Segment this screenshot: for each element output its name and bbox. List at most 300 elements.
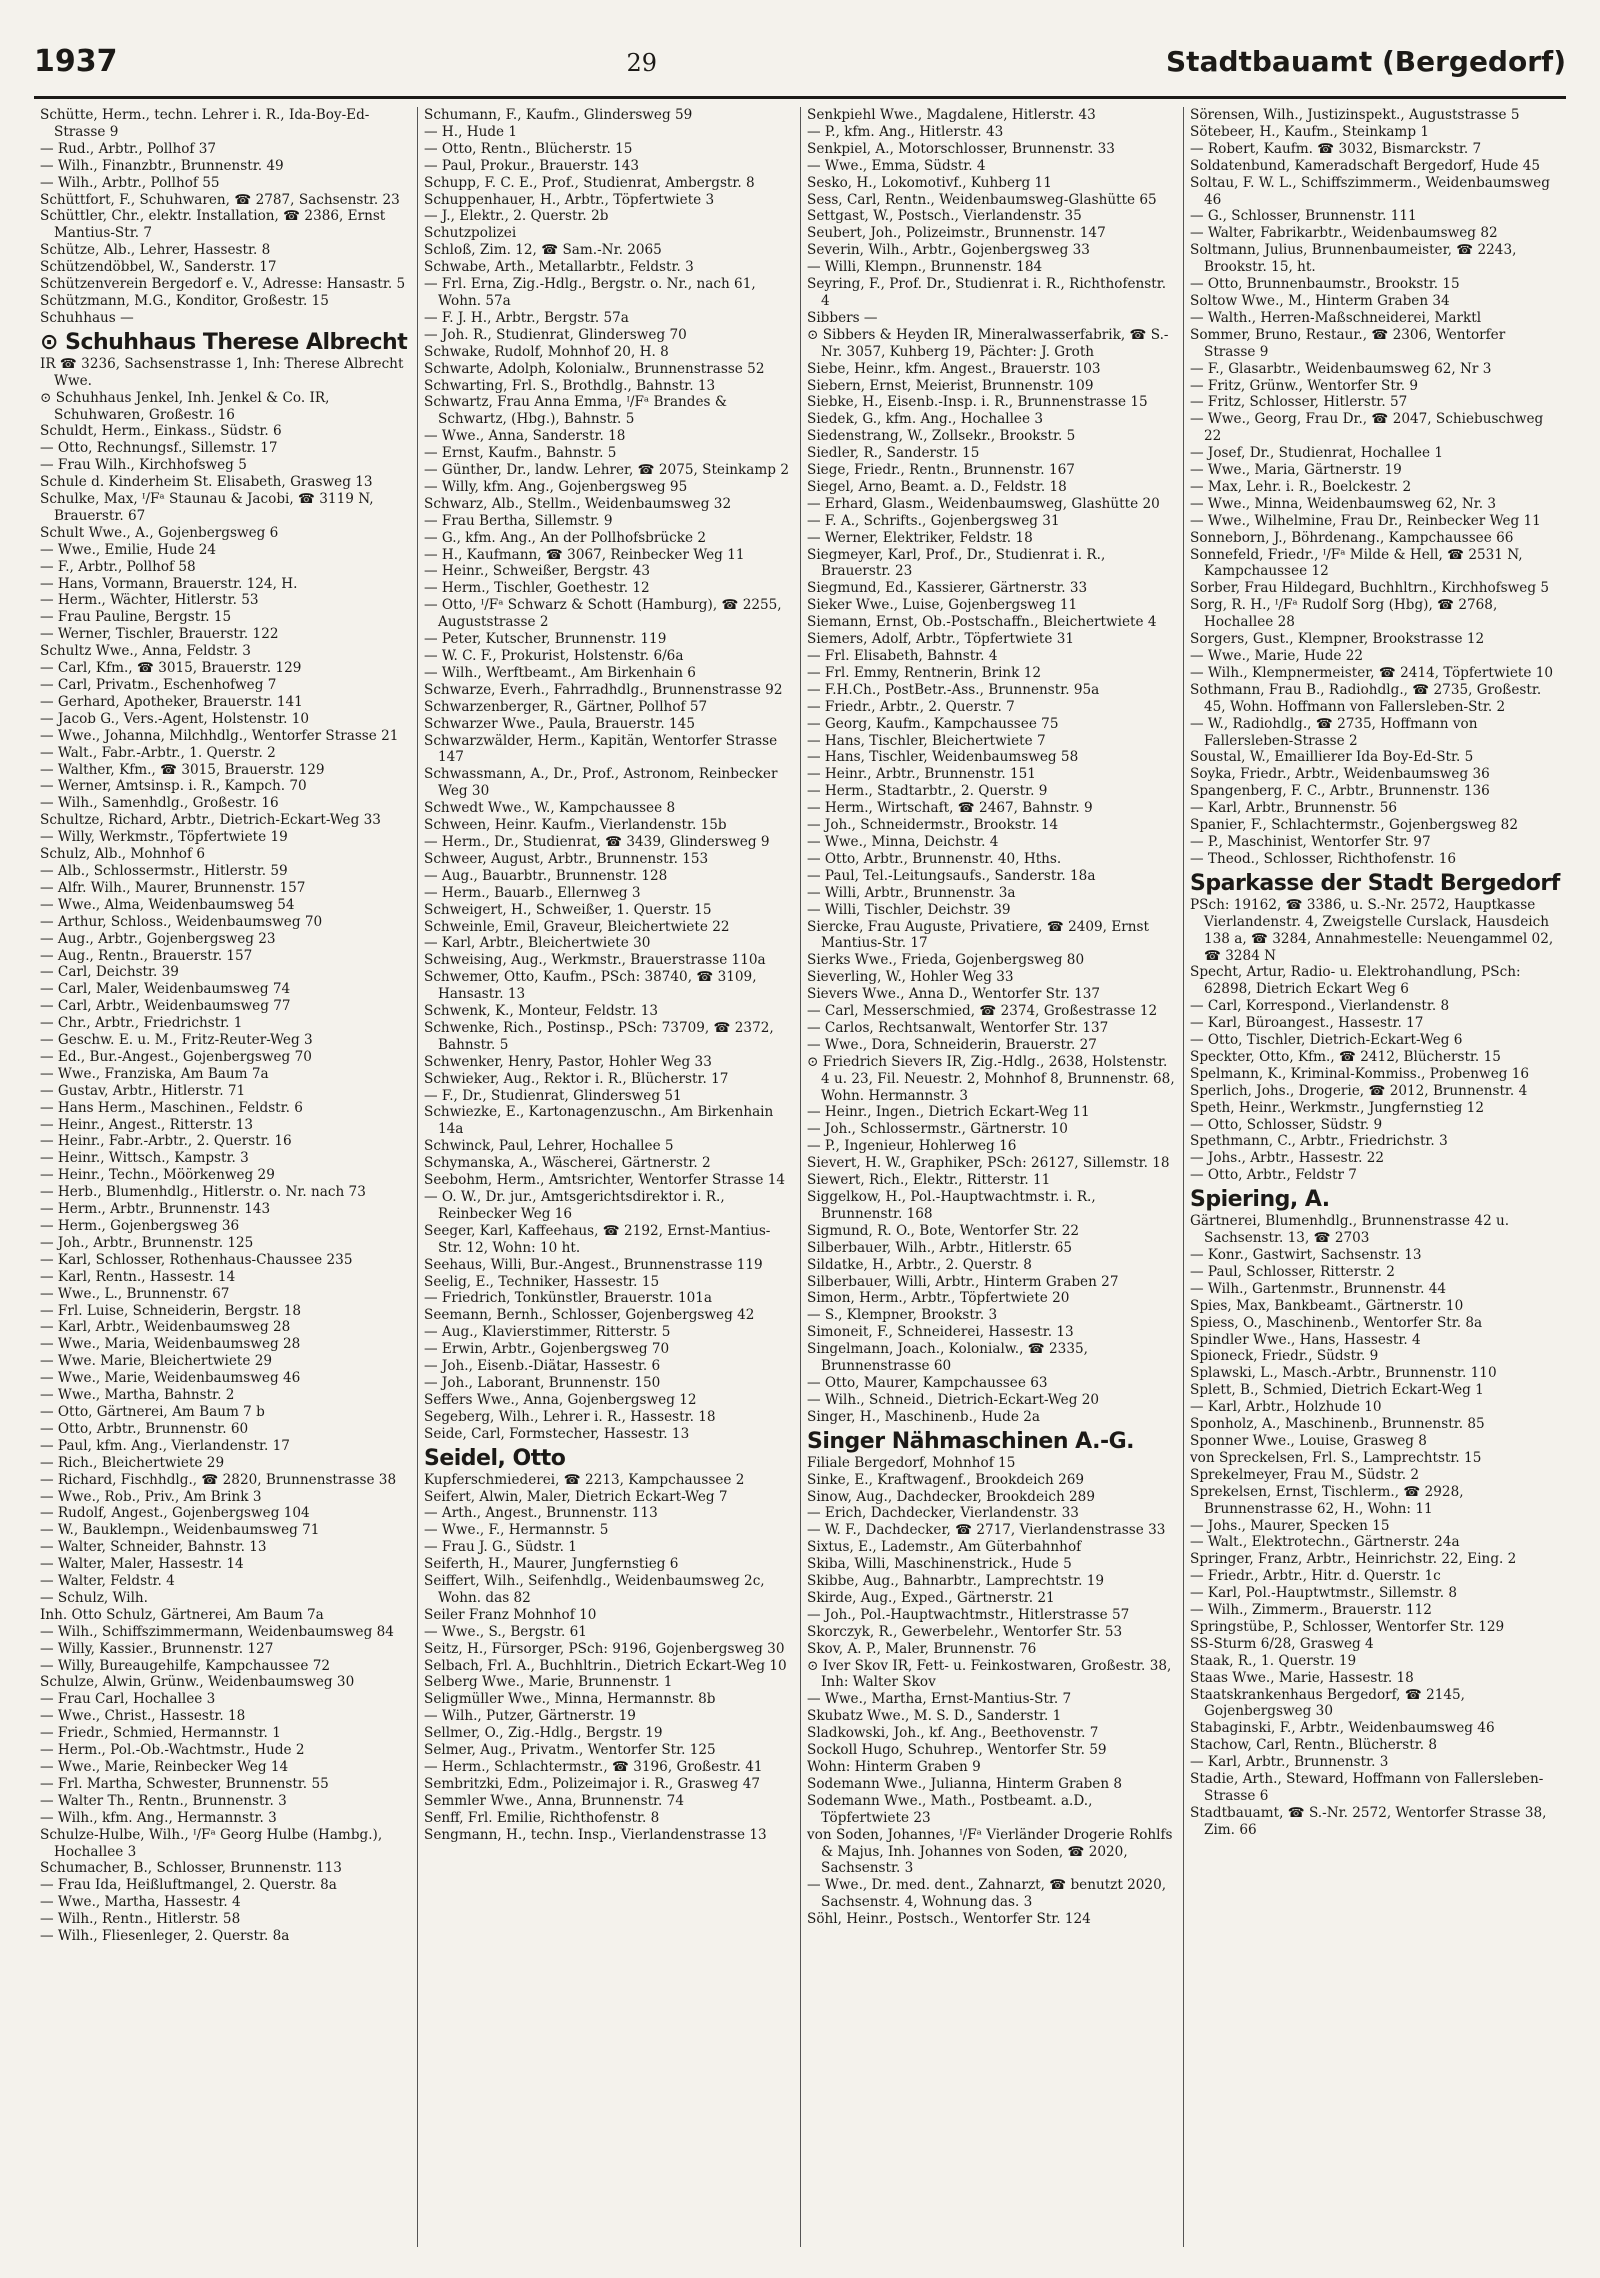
directory-entry: Sörensen, Wilh., Justizinspekt., Auguststrasse 5 <box>1190 107 1520 123</box>
directory-entry: — Walter, Maler, Hassestr. 14 <box>40 1556 244 1573</box>
directory-entry: Spanier, F., Schlachtermstr., Gojenbergsweg 82 <box>1190 817 1518 834</box>
directory-entry: Sorgers, Gust., Klempner, Brookstrasse 12 <box>1190 631 1485 648</box>
directory-entry: — Wilh., Gartenmstr., Brunnenstr. 44 <box>1190 1280 1447 1297</box>
directory-entry: Schüttler, Chr., elektr. Installation, ☎ 2386, Ernst Mantius-Str. 7 <box>40 208 386 242</box>
directory-entry: Stadie, Arth., Steward, Hoffmann von Fallersleben-Strasse 6 <box>1190 1771 1544 1804</box>
directory-entry: — Johs., Maurer, Specken 15 <box>1190 1517 1390 1534</box>
directory-entry: Spangenberg, F. C., Arbtr., Brunnenstr. 136 <box>1190 783 1490 800</box>
directory-entry: — Herm., Pol.-Ob.-Wachtmstr., Hude 2 <box>40 1742 305 1759</box>
directory-entry: Sodemann Wwe., Julianna, Hinterm Graben 8 <box>807 1775 1123 1792</box>
directory-entry: Schloß, Zim. 12, ☎ Sam.-Nr. 2065 <box>424 242 662 259</box>
directory-entry: Splawski, L., Masch.-Arbtr., Brunnenstr. 110 <box>1190 1365 1497 1382</box>
directory-entry: — Herm., Wächter, Hitlerstr. 53 <box>40 592 259 609</box>
directory-entry: — Willi, Arbtr., Brunnenstr. 3a <box>807 884 1016 901</box>
directory-entry: — Joh., Schlossermstr., Gärtnerstr. 10 <box>807 1121 1068 1138</box>
directory-entry: — Willi, Klempn., Brunnenstr. 184 <box>807 259 1043 276</box>
directory-entry: — Wilh., Finanzbtr., Brunnenstr. 49 <box>40 157 284 174</box>
directory-entry: Simoneit, F., Schneiderei, Hassestr. 13 <box>807 1324 1074 1341</box>
directory-entry: — Frau J. G., Südstr. 1 <box>424 1539 577 1556</box>
directory-entry: Sinke, E., Kraftwagenf., Brookdeich 269 <box>807 1471 1085 1488</box>
directory-entry: — Heinr., Schweißer, Bergstr. 43 <box>424 563 650 580</box>
directory-entry: — Frau Wilh., Kirchhofsweg 5 <box>40 457 247 474</box>
directory-entry: — Heinr., Wittsch., Kampstr. 3 <box>40 1150 249 1167</box>
directory-entry: Semmler Wwe., Anna, Brunnenstr. 74 <box>424 1792 684 1809</box>
directory-entry: Sieker Wwe., Luise, Gojenbergsweg 11 <box>807 597 1078 614</box>
directory-entry: — F., Arbtr., Pollhof 58 <box>40 558 196 575</box>
directory-entry: — Wwe., Alma, Weidenbaumsweg 54 <box>40 896 295 913</box>
directory-entry: — Walter Th., Rentn., Brunnenstr. 3 <box>40 1792 287 1809</box>
directory-entry: — Paul, kfm. Ang., Vierlandenstr. 17 <box>40 1437 290 1454</box>
directory-entry: — Otto, Arbtr., Brunnenstr. 60 <box>40 1420 249 1437</box>
directory-entry: Siebern, Ernst, Meierist, Brunnenstr. 109 <box>807 377 1094 394</box>
directory-entry: — Wwe., F., Hermannstr. 5 <box>424 1522 609 1539</box>
directory-entry: Silberbauer, Willi, Arbtr., Hinterm Graben 27 <box>807 1273 1119 1290</box>
directory-entry: — Heinr., Arbtr., Brunnenstr. 151 <box>807 766 1036 783</box>
directory-entry: — Carl, Privatm., Eschenhofweg 7 <box>40 677 277 693</box>
directory-entry: Skubatz Wwe., M. S. D., Sanderstr. 1 <box>807 1708 1062 1725</box>
directory-entry: Siercke, Frau Auguste, Privatiere, ☎ 2409, Ernst Mantius-Str. 17 <box>807 918 1149 952</box>
directory-entry: Severin, Wilh., Arbtr., Gojenbergsweg 33 <box>807 242 1090 259</box>
directory-entry: Schuhhaus — <box>40 309 134 326</box>
directory-entry: — Carlos, Rechtsanwalt, Wentorfer Str. 137 <box>807 1019 1109 1036</box>
directory-entry: — Theod., Schlosser, Richthofenstr. 16 <box>1190 850 1457 867</box>
directory-entry: Schwarzer Wwe., Paula, Brauerstr. 145 <box>424 715 695 732</box>
directory-entry: Speth, Heinr., Werkmstr., Jungfernstieg 12 <box>1190 1099 1484 1116</box>
directory-entry: Sonneborn, J., Böhrdenang., Kampchaussee 66 <box>1190 529 1514 546</box>
directory-entry: — Rud., Arbtr., Pollhof 37 <box>40 140 217 157</box>
directory-entry: — Wwe., Martha, Bahnstr. 2 <box>40 1387 235 1404</box>
directory-entry: Schwarting, Frl. S., Brothdlg., Bahnstr. 13 <box>424 377 716 394</box>
directory-entry: Schweinle, Emil, Graveur, Bleichertwiete 22 <box>424 918 730 935</box>
directory-entry: Sommer, Bruno, Restaur., ☎ 2306, Wentorfer Strasse 9 <box>1190 326 1506 360</box>
directory-entry: Schulze-Hulbe, Wilh., ᴵ/Fᵃ Georg Hulbe (Hambg.), Hochallee 3 <box>40 1826 383 1860</box>
directory-entry: — Willy, kfm. Ang., Gojenbergsweg 95 <box>424 478 688 495</box>
directory-entry: — Hans, Tischler, Weidenbaumsweg 58 <box>807 749 1079 766</box>
directory-entry: — Aug., Arbtr., Gojenbergsweg 23 <box>40 930 276 947</box>
directory-entry: von Soden, Johannes, ᴵ/Fᵃ Vierländer Drogerie Rohlfs & Majus, Inh. Johannes von Soden, ☎ 2020, Sachsenstr. 3 <box>807 1826 1173 1877</box>
directory-entry: — Wwe., Martha, Ernst-Mantius-Str. 7 <box>807 1691 1072 1708</box>
directory-entry: Siggelkow, H., Pol.-Hauptwachtmstr. i. R., Brunnenstr. 168 <box>807 1189 1096 1222</box>
directory-entry: Singelmann, Joach., Kolonialw., ☎ 2335, Brunnenstrasse 60 <box>807 1341 1088 1375</box>
directory-entry: — Robert, Kaufm. ☎ 3032, Bismarckstr. 7 <box>1190 140 1482 157</box>
directory-entry: — Wwe., Georg, Frau Dr., ☎ 2047, Schiebuschweg 22 <box>1190 411 1544 445</box>
directory-entry: — F., Dr., Studienrat, Glindersweg 51 <box>424 1087 682 1104</box>
directory-entry: — Friedr., Schmied, Hermannstr. 1 <box>40 1725 281 1742</box>
directory-entry: Seebohm, Herm., Amtsrichter, Wentorfer Strasse 14 <box>424 1172 786 1189</box>
directory-entry: IR ☎ 3236, Sachsenstrasse 1, Inh: Therese Albrecht Wwe. <box>40 355 404 389</box>
directory-entry: — W., Radiohdlg., ☎ 2735, Hoffmann von Fallersleben-Strasse 2 <box>1190 715 1478 749</box>
directory-entry: — Alfr. Wilh., Maurer, Brunnenstr. 157 <box>40 879 306 896</box>
directory-entry: Springer, Franz, Arbtr., Heinrichstr. 22, Eing. 2 <box>1190 1551 1517 1568</box>
directory-entry: — Otto, Rentn., Blücherstr. 15 <box>424 140 633 157</box>
directory-entry: Spiess, O., Maschinenb., Wentorfer Str. 8a <box>1190 1314 1483 1331</box>
directory-entry: — Willy, Bureaugehilfe, Kampchaussee 72 <box>40 1657 331 1674</box>
directory-entry: — Frau Pauline, Bergstr. 15 <box>40 609 232 626</box>
directory-entry: Sothmann, Frau B., Radiohdlg., ☎ 2735, Großestr. 45, Wohn. Hoffmann von Fallersleben-Str. 2 <box>1190 681 1542 715</box>
directory-entry: — Karl, Schlosser, Rothenhaus-Chaussee 235 <box>40 1251 353 1268</box>
directory-entry: Skov, A. P., Maler, Brunnenstr. 76 <box>807 1640 1037 1657</box>
directory-entry: — Herm., Tischler, Goethestr. 12 <box>424 580 650 597</box>
directory-entry: Splett, B., Schmied, Dietrich Eckart-Weg 1 <box>1190 1382 1484 1399</box>
directory-entry: — Peter, Kutscher, Brunnenstr. 119 <box>424 631 667 648</box>
directory-entry: Speckter, Otto, Kfm., ☎ 2412, Blücherstr. 15 <box>1190 1048 1501 1065</box>
directory-entry: — Joh., Eisenb.-Diätar, Hassestr. 6 <box>424 1358 661 1375</box>
column-2 <box>417 107 800 2247</box>
directory-entry: — G., Schlosser, Brunnenstr. 111 <box>1190 208 1417 225</box>
directory-entry: Sievert, H. W., Graphiker, PSch: 26127, Sillemstr. 18 <box>807 1155 1170 1172</box>
directory-entry: — Willy, Werkmstr., Töpfertwiete 19 <box>40 829 288 846</box>
directory-entry: — Otto, ᴵ/Fᵃ Schwarz & Schott (Hamburg), ☎ 2255, Auguststrasse 2 <box>424 597 782 631</box>
directory-entry: Skibbe, Aug., Bahnarbtr., Lamprechtstr. 19 <box>807 1573 1105 1590</box>
directory-entry: — Carl, Maler, Weidenbaumsweg 74 <box>40 981 291 998</box>
directory-entry: — Wilh., Klempnermeister, ☎ 2414, Töpfertwiete 10 <box>1190 664 1554 681</box>
directory-entry: — Hans, Vormann, Brauerstr. 124, H. <box>40 575 298 592</box>
directory-entry: Schwinck, Paul, Lehrer, Hochallee 5 <box>424 1138 674 1155</box>
directory-entry: — Wwe. Marie, Bleichertwiete 29 <box>40 1353 273 1370</box>
directory-entry: Siedek, G., kfm. Ang., Hochallee 3 <box>807 411 1043 428</box>
directory-entry: — Konr., Gastwirt, Sachsenstr. 13 <box>1190 1247 1422 1263</box>
directory-entry: — Frl. Emmy, Rentnerin, Brink 12 <box>807 664 1042 681</box>
directory-entry: ⊙ Schuhhaus Therese Albrecht <box>40 329 408 355</box>
directory-entry: — W. C. F., Prokurist, Holstenstr. 6/6a <box>424 648 684 664</box>
directory-entry: — J., Elektr., 2. Querstr. 2b <box>424 208 609 225</box>
directory-entry: Soltow Wwe., M., Hinterm Graben 34 <box>1190 292 1450 309</box>
directory-entry: — Jacob G., Vers.-Agent, Holstenstr. 10 <box>40 710 310 727</box>
directory-entry: Siedler, R., Sanderstr. 15 <box>807 445 980 462</box>
directory-entry: — Wwe., Anna, Sanderstr. 18 <box>424 428 626 445</box>
directory-entry: Schwieker, Aug., Rektor i. R., Blücherstr. 17 <box>424 1070 729 1087</box>
directory-entry: — Otto, Tischler, Dietrich-Eckart-Weg 6 <box>1190 1032 1463 1049</box>
directory-entry: Seidel, Otto <box>424 1445 566 1471</box>
directory-entry: — Herm., Arbtr., Brunnenstr. 143 <box>40 1201 271 1218</box>
directory-entry: Soltmann, Julius, Brunnenbaumeister, ☎ 2243, Brookstr. 15, ht. <box>1190 242 1517 276</box>
directory-entry: Sixtus, E., Lademstr., Am Güterbahnhof <box>807 1539 1082 1556</box>
directory-entry: Sesko, H., Lokomotivf., Kuhberg 11 <box>807 174 1052 191</box>
directory-entry: — P., kfm. Ang., Hitlerstr. 43 <box>807 123 1004 140</box>
directory-entry: Schween, Heinr. Kaufm., Vierlandenstr. 15b <box>424 817 727 834</box>
directory-entry: — Joh., Laborant, Brunnenstr. 150 <box>424 1374 661 1391</box>
column-3 <box>800 107 1183 2247</box>
directory-entry: — Wilh., Fliesenleger, 2. Querstr. 8a <box>40 1928 290 1945</box>
directory-entry: — Erhard, Glasm., Weidenbaumsweg, Glashütte 20 <box>807 495 1160 512</box>
directory-entry: Seemann, Bernh., Schlosser, Gojenbergsweg 42 <box>424 1307 755 1324</box>
directory-entry: — Karl, Büroangest., Hassestr. 17 <box>1190 1015 1424 1032</box>
directory-entry: — Herm., Stadtarbtr., 2. Querstr. 9 <box>807 783 1048 800</box>
directory-entry: Schwiezke, E., Kartonagenzuschn., Am Birkenhain 14a <box>424 1104 774 1138</box>
directory-entry: Sponner Wwe., Louise, Grasweg 8 <box>1190 1432 1427 1449</box>
directory-entry: — Wilh., Schneid., Dietrich-Eckart-Weg 20 <box>807 1391 1100 1408</box>
directory-entry: Schweer, August, Arbtr., Brunnenstr. 153 <box>424 850 709 867</box>
directory-entry: — Arthur, Schloss., Weidenbaumsweg 70 <box>40 913 323 930</box>
directory-entry: Schwarzwälder, Herm., Kapitän, Wentorfer Strasse 147 <box>424 732 778 766</box>
directory-entry: — Otto, Arbtr., Feldstr 7 <box>1190 1167 1357 1184</box>
directory-entry: Schule d. Kinderheim St. Elisabeth, Grasweg 13 <box>40 474 373 491</box>
directory-entry: Singer, H., Maschinenb., Hude 2a <box>807 1408 1040 1425</box>
directory-entry: — Wwe., L., Brunnenstr. 67 <box>40 1285 230 1302</box>
directory-entry: — F., Glasarbtr., Weidenbaumsweg 62, Nr 3 <box>1190 360 1492 377</box>
directory-entry: — G., kfm. Ang., An der Pollhofsbrücke 2 <box>424 529 706 546</box>
directory-columns <box>34 107 1566 2247</box>
directory-entry: Kupferschmiederei, ☎ 2213, Kampchaussee 2 <box>424 1471 745 1488</box>
directory-entry: Seide, Carl, Formstecher, Hassestr. 13 <box>424 1425 690 1442</box>
directory-entry: — Werner, Amtsinsp. i. R., Kampch. 70 <box>40 778 307 795</box>
directory-entry: — Joh., Arbtr., Brunnenstr. 125 <box>40 1234 254 1251</box>
directory-entry: — Wilh., Arbtr., Pollhof 55 <box>40 174 220 191</box>
directory-entry: Inh. Otto Schulz, Gärtnerei, Am Baum 7a <box>40 1606 324 1623</box>
directory-entry: Sötebeer, H., Kaufm., Steinkamp 1 <box>1190 123 1429 140</box>
directory-entry: Seelig, E., Techniker, Hassestr. 15 <box>424 1273 660 1290</box>
directory-entry: — Carl, Korrespond., Vierlandenstr. 8 <box>1190 998 1450 1015</box>
directory-entry: — S., Klempner, Brookstr. 3 <box>807 1307 998 1324</box>
directory-entry: — Walth., Herren-Maßschneiderei, Marktl <box>1190 309 1482 326</box>
directory-entry: Schwarze, Everh., Fahrradhdlg., Brunnenstrasse 92 <box>424 681 783 698</box>
directory-entry: Soyka, Friedr., Arbtr., Weidenbaumsweg 36 <box>1190 766 1490 783</box>
directory-entry: — Max, Lehr. i. R., Boelckestr. 2 <box>1190 478 1412 495</box>
directory-entry: — Karl, Pol.-Hauptwtmstr., Sillemstr. 8 <box>1190 1585 1458 1602</box>
directory-entry: Schupp, F. C. E., Prof., Studienrat, Ambergstr. 8 <box>424 174 755 191</box>
directory-entry: Seiler Franz Mohnhof 10 <box>424 1606 597 1623</box>
directory-entry: Seyring, F., Prof. Dr., Studienrat i. R., Richthofenstr. 4 <box>807 276 1167 309</box>
directory-entry: ⊙ Schuhhaus Jenkel, Inh. Jenkel & Co. IR, Schuhwaren, Großestr. 16 <box>40 389 330 423</box>
directory-entry: — Wilh., Zimmerm., Brauerstr. 112 <box>1190 1602 1432 1619</box>
directory-entry: — Walt., Elektrotechn., Gärtnerstr. 24a <box>1190 1534 1460 1551</box>
directory-entry: Sonnefeld, Friedr., ᴵ/Fᵃ Milde & Hell, ☎ 2531 N, Kampchaussee 12 <box>1190 546 1523 580</box>
directory-entry: Spethmann, C., Arbtr., Friedrichstr. 3 <box>1190 1133 1448 1150</box>
directory-entry: Sievers Wwe., Anna D., Wentorfer Str. 137 <box>807 986 1101 1003</box>
directory-entry: — Werner, Tischler, Brauerstr. 122 <box>40 626 279 643</box>
directory-entry: — Wilh., Schiffszimmermann, Weidenbaumsweg 84 <box>40 1623 394 1640</box>
directory-entry: Siegmeyer, Karl, Prof., Dr., Studienrat i. R., Brauerstr. 23 <box>807 546 1106 580</box>
directory-entry: — Hans Herm., Maschinen., Feldstr. 6 <box>40 1099 303 1116</box>
directory-entry: — Herm., Bauarb., Ellernweg 3 <box>424 884 641 901</box>
directory-entry: Filiale Bergedorf, Mohnhof 15 <box>807 1454 1016 1471</box>
directory-entry: — Aug., Rentn., Brauerstr. 157 <box>40 947 253 964</box>
directory-entry: — Wwe., Emilie, Hude 24 <box>40 541 217 558</box>
directory-entry: — Walt., Fabr.-Arbtr., 1. Querstr. 2 <box>40 744 276 761</box>
directory-entry: Schult Wwe., A., Gojenbergsweg 6 <box>40 524 279 541</box>
directory-entry: Schwenke, Rich., Postinsp., PSch: 73709, ☎ 2372, Bahnstr. 5 <box>424 1019 774 1053</box>
directory-entry: Sparkasse der Stadt Bergedorf <box>1190 870 1560 896</box>
directory-entry: Stadtbauamt, ☎ S.-Nr. 2572, Wentorfer Strasse 38, Zim. 66 <box>1190 1804 1547 1838</box>
directory-entry: Schulke, Max, ᴵ/Fᵃ Staunau & Jacobi, ☎ 3119 N, Brauerstr. 67 <box>40 491 374 524</box>
directory-entry: — Otto, Arbtr., Brunnenstr. 40, Hths. <box>807 850 1062 867</box>
directory-entry: — Frl. Martha, Schwester, Brunnenstr. 55 <box>40 1775 329 1792</box>
directory-entry: — Joh., Pol.-Hauptwachtmstr., Hitlerstrasse 57 <box>807 1606 1130 1623</box>
directory-entry: Sorg, R. H., ᴵ/Fᵃ Rudolf Sorg (Hbg), ☎ 2768, Hochallee 28 <box>1190 597 1498 631</box>
directory-entry: Spiering, A. <box>1190 1187 1330 1213</box>
directory-entry: — Wilh., Samenhdlg., Großestr. 16 <box>40 795 279 812</box>
directory-entry: — Herm., Dr., Studienrat, ☎ 3439, Glindersweg 9 <box>424 833 770 850</box>
directory-entry: — Richard, Fischhdlg., ☎ 2820, Brunnenstrasse 38 <box>40 1471 397 1488</box>
directory-entry: Schütte, Herm., techn. Lehrer i. R., Ida-Boy-Ed-Strasse 9 <box>40 107 370 140</box>
directory-entry: Staak, R., 1. Querstr. 19 <box>1190 1652 1357 1669</box>
directory-entry: — Aug., Klavierstimmer, Ritterstr. 5 <box>424 1324 671 1341</box>
directory-entry: Specht, Artur, Radio- u. Elektrohandlung, PSch: 62898, Dietrich Eckart Weg 6 <box>1190 964 1521 998</box>
directory-entry: Seligmüller Wwe., Minna, Hermannstr. 8b <box>424 1691 716 1708</box>
directory-entry: — Walter, Feldstr. 4 <box>40 1573 175 1590</box>
directory-entry: Stachow, Carl, Rentn., Blücherstr. 8 <box>1190 1737 1438 1754</box>
directory-entry: — Wwe., Marie, Hude 22 <box>1190 648 1364 664</box>
directory-entry: Siemers, Adolf, Arbtr., Töpfertwiete 31 <box>807 631 1075 648</box>
directory-entry: — Wwe., Johanna, Milchhdlg., Wentorfer Strasse 21 <box>40 727 399 744</box>
directory-entry: — Ed., Bur.-Angest., Gojenbergsweg 70 <box>40 1048 312 1065</box>
directory-entry: — Johs., Arbtr., Hassestr. 22 <box>1190 1150 1385 1167</box>
directory-entry: Selbach, Frl. A., Buchhltrin., Dietrich Eckart-Weg 10 <box>424 1657 787 1674</box>
directory-entry: Sellmer, O., Zig.-Hdlg., Bergstr. 19 <box>424 1725 663 1742</box>
page-number: 29 <box>626 49 658 77</box>
directory-entry: Siebe, Heinr., kfm. Angest., Brauerstr. 103 <box>807 360 1101 377</box>
directory-entry: — Wwe., Martha, Hassestr. 4 <box>40 1894 241 1911</box>
directory-entry: — Carl, Kfm., ☎ 3015, Brauerstr. 129 <box>40 660 302 677</box>
directory-entry: — Chr., Arbtr., Friedrichstr. 1 <box>40 1015 243 1032</box>
directory-entry: — Wwe., Marie, Weidenbaumsweg 46 <box>40 1370 301 1387</box>
directory-entry: Schuldt, Herm., Einkass., Südstr. 6 <box>40 423 282 440</box>
directory-entry: — F. A., Schrifts., Gojenbergsweg 31 <box>807 512 1060 529</box>
directory-entry: Siebke, H., Eisenb.-Insp. i. R., Brunnenstrasse 15 <box>807 394 1148 411</box>
directory-entry: — Werner, Elektriker, Feldstr. 18 <box>807 529 1033 546</box>
directory-entry: — Frau Bertha, Sillemstr. 9 <box>424 512 613 529</box>
directory-entry: Seiffert, Wilh., Seifenhdlg., Weidenbaumsweg 2c, Wohn. das 82 <box>424 1573 765 1606</box>
directory-entry: Schweising, Aug., Werkmstr., Brauerstrasse 110a <box>424 952 766 969</box>
directory-entry: — Arth., Angest., Brunnenstr. 113 <box>424 1505 658 1522</box>
directory-entry: — Wwe., S., Bergstr. 61 <box>424 1623 587 1640</box>
directory-entry: — Wwe., Marie, Reinbecker Weg 14 <box>40 1759 289 1775</box>
directory-entry: — Carl, Arbtr., Weidenbaumsweg 77 <box>40 998 291 1015</box>
directory-entry: — Karl, Rentn., Hassestr. 14 <box>40 1268 236 1285</box>
directory-entry: Singer Nähmaschinen A.-G. <box>807 1428 1134 1454</box>
directory-entry: Silberbauer, Wilh., Arbtr., Hitlerstr. 65 <box>807 1239 1073 1256</box>
directory-entry: Schützmann, M.G., Konditor, Großestr. 15 <box>40 292 329 309</box>
directory-entry: Spioneck, Friedr., Südstr. 9 <box>1190 1348 1379 1365</box>
directory-entry: Siege, Friedr., Rentn., Brunnenstr. 167 <box>807 462 1075 479</box>
directory-entry: Siegmund, Ed., Kassierer, Gärtnerstr. 33 <box>807 580 1088 597</box>
directory-entry: — Aug., Bauarbtr., Brunnenstr. 128 <box>424 867 668 884</box>
directory-entry: Sorber, Frau Hildegard, Buchhltrn., Kirchhofsweg 5 <box>1190 580 1550 597</box>
directory-entry: — Otto, Schlosser, Südstr. 9 <box>1190 1116 1383 1133</box>
directory-entry: Schweigert, H., Schweißer, 1. Querstr. 15 <box>424 901 712 918</box>
directory-entry: — P., Maschinist, Wentorfer Str. 97 <box>1190 833 1431 850</box>
directory-entry: Sodemann Wwe., Math., Postbeamt. a.D., Töpfertwiete 23 <box>807 1792 1093 1826</box>
directory-entry: — Wwe., Franziska, Am Baum 7a <box>40 1065 269 1082</box>
directory-entry: — Otto, Brunnenbaumstr., Brookstr. 15 <box>1190 276 1460 293</box>
directory-entry: Schuppenhauer, H., Arbtr., Töpfertwiete 3 <box>424 191 715 208</box>
directory-entry: — H., Hude 1 <box>424 123 518 140</box>
directory-entry: — F.H.Ch., PostBetr.-Ass., Brunnenstr. 95a <box>807 681 1100 698</box>
directory-entry: — H., Kaufmann, ☎ 3067, Reinbecker Weg 11 <box>424 546 745 563</box>
directory-entry: Soustal, W., Emaillierer Ida Boy-Ed-Str. 5 <box>1190 749 1474 766</box>
directory-entry: Spindler Wwe., Hans, Hassestr. 4 <box>1190 1331 1421 1348</box>
directory-entry: Schumann, F., Kaufm., Glindersweg 59 <box>424 107 693 123</box>
directory-entry: Schutzpolizei <box>424 225 517 242</box>
directory-entry: — Wwe., Dr. med. dent., Zahnarzt, ☎ benutzt 2020, Sachsenstr. 4, Wohnung das. 3 <box>807 1877 1167 1911</box>
directory-entry: — Erwin, Arbtr., Gojenbergsweg 70 <box>424 1341 670 1358</box>
directory-entry: Schütze, Alb., Lehrer, Hassestr. 8 <box>40 242 271 259</box>
directory-entry: Staatskrankenhaus Bergedorf, ☎ 2145, Gojenbergsweg 30 <box>1190 1686 1465 1720</box>
directory-entry: Schulz, Alb., Mohnhof 6 <box>40 846 205 863</box>
directory-entry: — Karl, Arbtr., Brunnenstr. 56 <box>1190 800 1398 817</box>
directory-entry: — F. J. H., Arbtr., Bergstr. 57a <box>424 309 629 326</box>
directory-entry: — Wwe., Maria, Gärtnerstr. 19 <box>1190 462 1402 479</box>
directory-entry: — Karl, Arbtr., Holzhude 10 <box>1190 1399 1382 1416</box>
column-4 <box>1183 107 1566 2247</box>
directory-entry: SS-Sturm 6/28, Grasweg 4 <box>1190 1635 1374 1652</box>
directory-entry: Siedenstrang, W., Zollsekr., Brookstr. 5 <box>807 428 1076 445</box>
column-1 <box>34 107 417 2247</box>
directory-entry: Sprekelsen, Ernst, Tischlerm., ☎ 2928, Brunnenstrasse 62, H., Wohn: 11 <box>1190 1483 1464 1517</box>
directory-entry: Seeger, Karl, Kaffeehaus, ☎ 2192, Ernst-Mantius-Str. 12, Wohn: 10 ht. <box>424 1222 771 1256</box>
directory-entry: Sladkowski, Joh., kf. Ang., Beethovenstr. 7 <box>807 1725 1099 1742</box>
directory-entry: — Otto, Rechnungsf., Sillemstr. 17 <box>40 440 278 457</box>
directory-entry: Schymanska, A., Wäscherei, Gärtnerstr. 2 <box>424 1155 711 1172</box>
directory-entry: Schwemer, Otto, Kaufm., PSch: 38740, ☎ 3109, Hansastr. 13 <box>424 969 757 1003</box>
directory-entry: Seehaus, Willi, Bur.-Angest., Brunnenstrasse 119 <box>424 1256 763 1273</box>
directory-entry: — Gustav, Arbtr., Hitlerstr. 71 <box>40 1082 246 1099</box>
directory-entry: — Herm., Schlachtermstr., ☎ 3196, Großestr. 41 <box>424 1759 763 1775</box>
directory-entry: Siemann, Ernst, Ob.-Postschaffn., Bleichertwiete 4 <box>807 614 1157 631</box>
directory-entry: — Josef, Dr., Studienrat, Hochallee 1 <box>1190 445 1443 462</box>
directory-entry: Sierks Wwe., Frieda, Gojenbergsweg 80 <box>807 952 1085 969</box>
directory-entry: — W. F., Dachdecker, ☎ 2717, Vierlandenstrasse 33 <box>807 1522 1166 1539</box>
directory-entry: Sibbers — <box>807 309 878 326</box>
directory-entry: — Carl, Deichstr. 39 <box>40 964 179 981</box>
directory-entry: Segeberg, Wilh., Lehrer i. R., Hassestr. 18 <box>424 1408 716 1425</box>
directory-entry: Schwake, Rudolf, Mohnhof 20, H. 8 <box>424 343 669 360</box>
directory-entry: Sperlich, Johs., Drogerie, ☎ 2012, Brunnenstr. 4 <box>1190 1082 1528 1099</box>
directory-entry: — Wilh., Putzer, Gärtnerstr. 19 <box>424 1708 636 1725</box>
directory-entry: Schultze, Richard, Arbtr., Dietrich-Eckart-Weg 33 <box>40 812 381 829</box>
directory-entry: — Wilh., kfm. Ang., Hermannstr. 3 <box>40 1809 277 1826</box>
directory-entry: Sponholz, A., Maschinenb., Brunnenstr. 85 <box>1190 1416 1485 1433</box>
directory-entry: — Willy, Kassier., Brunnenstr. 127 <box>40 1640 274 1657</box>
directory-entry: — Wwe., Maria, Weidenbaumsweg 28 <box>40 1336 301 1353</box>
directory-entry: Senkpiel, A., Motorschlosser, Brunnenstr. 33 <box>807 140 1115 157</box>
directory-entry: Seffers Wwe., Anna, Gojenbergsweg 12 <box>424 1391 697 1408</box>
directory-entry: Senkpiehl Wwe., Magdalene, Hitlerstr. 43 <box>807 107 1096 123</box>
directory-entry: ⊙ Iver Skov IR, Fett- u. Feinkostwaren, Großestr. 38, Inh: Walter Skov <box>807 1657 1172 1691</box>
directory-entry: Seitz, H., Fürsorger, PSch: 9196, Gojenbergsweg 30 <box>424 1640 785 1657</box>
directory-entry: — Friedrich, Tonkünstler, Brauerstr. 101a <box>424 1290 712 1307</box>
directory-entry: — Frau Ida, Heißluftmangel, 2. Querstr. 8a <box>40 1877 337 1894</box>
directory-entry: — Wwe., Minna, Weidenbaumsweg 62, Nr. 3 <box>1190 495 1497 512</box>
directory-entry: — Frl. Elisabeth, Bahnstr. 4 <box>807 648 998 664</box>
directory-entry: Sprekelmeyer, Frau M., Südstr. 2 <box>1190 1466 1419 1483</box>
directory-entry: Skirde, Aug., Exped., Gärtnerstr. 21 <box>807 1589 1055 1606</box>
directory-entry: Staas Wwe., Marie, Hassestr. 18 <box>1190 1669 1414 1686</box>
directory-entry: Springstübe, P., Schlosser, Wentorfer Str. 129 <box>1190 1618 1505 1635</box>
directory-entry: — Heinr., Fabr.-Arbtr., 2. Querstr. 16 <box>40 1133 292 1150</box>
running-title: Stadtbauamt (Bergedorf) <box>1166 45 1566 78</box>
directory-entry: — Herm., Wirtschaft, ☎ 2467, Bahnstr. 9 <box>807 800 1093 817</box>
directory-entry: — Hans, Tischler, Bleichertwiete 7 <box>807 732 1046 749</box>
directory-entry: — Joh. R., Studienrat, Glindersweg 70 <box>424 326 687 343</box>
directory-entry: Seiferth, H., Maurer, Jungfernstieg 6 <box>424 1556 679 1573</box>
directory-entry: ⊙ Sibbers & Heyden IR, Mineralwasserfabrik, ☎ S.-Nr. 3057, Kuhberg 19, Pächter: J. Groth <box>807 326 1169 360</box>
directory-entry: — Wilh., Werftbeamt., Am Birkenhain 6 <box>424 664 696 681</box>
directory-entry: — Wwe., Rob., Priv., Am Brink 3 <box>40 1488 262 1505</box>
directory-entry: Schwenk, K., Monteur, Feldstr. 13 <box>424 1003 659 1020</box>
directory-entry: Seifert, Alwin, Maler, Dietrich Eckart-Weg 7 <box>424 1488 728 1505</box>
directory-entry: — Erich, Dachdecker, Vierlandenstr. 33 <box>807 1505 1079 1522</box>
directory-entry: — Karl, Arbtr., Bleichertwiete 30 <box>424 935 651 952</box>
directory-entry: Schwabe, Arth., Metallarbtr., Feldstr. 3 <box>424 259 694 276</box>
directory-entry: — Wwe., Dora, Schneiderin, Brauerstr. 27 <box>807 1036 1097 1053</box>
directory-entry: — Otto, Gärtnerei, Am Baum 7 b <box>40 1403 265 1420</box>
directory-entry: Schützenverein Bergedorf e. V., Adresse: Hansastr. 5 <box>40 276 406 293</box>
directory-entry: — P., Ingenieur, Hohlerweg 16 <box>807 1138 1017 1155</box>
directory-entry: Schwarzenberger, R., Gärtner, Pollhof 57 <box>424 698 708 715</box>
directory-entry: — Heinr., Angest., Ritterstr. 13 <box>40 1116 254 1133</box>
directory-entry: — Walther, Kfm., ☎ 3015, Brauerstr. 129 <box>40 761 325 778</box>
